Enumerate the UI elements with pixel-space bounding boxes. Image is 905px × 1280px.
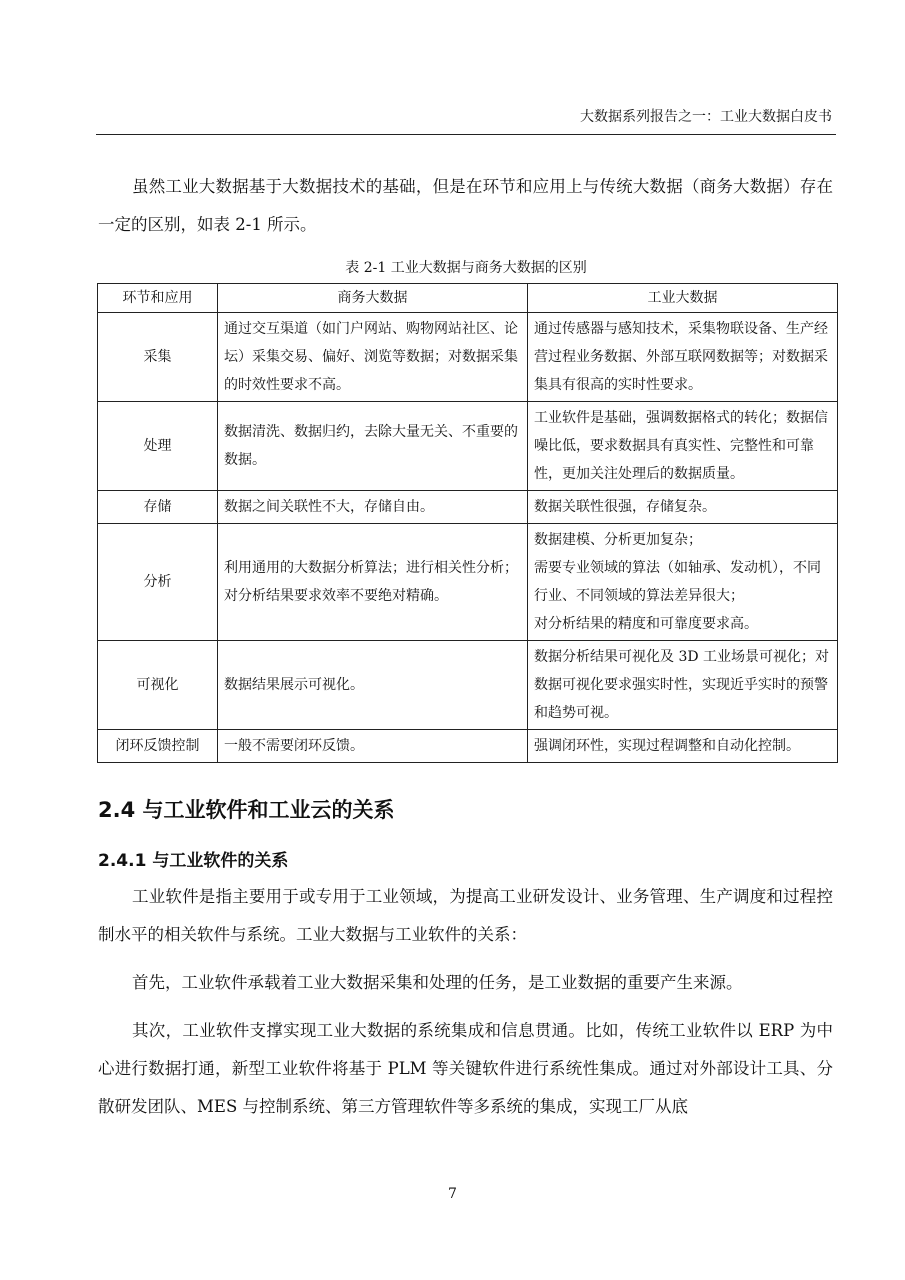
table-row [98, 641, 838, 730]
stage-cell: 处理 [98, 402, 218, 491]
table-row [98, 491, 838, 524]
business-cell: 数据之间关联性不大，存储自由。 [218, 491, 528, 524]
subsection-heading: 2.4.1 与工业软件的关系 [98, 851, 289, 871]
business-cell: 利用通用的大数据分析算法；进行相关性分析；对分析结果要求效率不要绝对精确。 [218, 524, 528, 641]
column-header: 商务大数据 [218, 284, 528, 313]
stage-cell: 存储 [98, 491, 218, 524]
industrial-cell: 数据分析结果可视化及 3D 工业场景可视化；对数据可视化要求强实时性，实现近乎实时的预警和趋势可视。 [528, 641, 838, 730]
header-title: 大数据系列报告之一：工业大数据白皮书 [580, 109, 832, 125]
table-caption: 表 2-1 工业大数据与商务大数据的区别 [345, 260, 587, 276]
column-header: 工业大数据 [528, 284, 838, 313]
comparison-table [97, 283, 838, 763]
table-row [98, 730, 838, 763]
section-heading: 2.4 与工业软件和工业云的关系 [98, 798, 395, 822]
table-row [98, 524, 838, 641]
table-header-row [98, 284, 838, 313]
table-row [98, 402, 838, 491]
industrial-cell: 数据建模、分析更加复杂； 需要专业领域的算法（如轴承、发动机），不同行业、不同领域的算法差异很大； 对分析结果的精度和可靠度要求高。 [528, 524, 838, 641]
body-paragraph: 首先，工业软件承载着工业大数据采集和处理的任务，是工业数据的重要产生来源。 [132, 973, 743, 992]
industrial-cell: 通过传感器与感知技术，采集物联设备、生产经营过程业务数据、外部互联网数据等；对数据采集具有很高的实时性要求。 [528, 313, 838, 402]
business-cell: 数据结果展示可视化。 [218, 641, 528, 730]
business-cell: 通过交互渠道（如门户网站、购物网站社区、论坛）采集交易、偏好、浏览等数据；对数据采集的时效性要求不高。 [218, 313, 528, 402]
stage-cell: 分析 [98, 524, 218, 641]
stage-cell: 采集 [98, 313, 218, 402]
industrial-cell: 数据关联性很强，存储复杂。 [528, 491, 838, 524]
industrial-cell: 工业软件是基础，强调数据格式的转化；数据信噪比低，要求数据具有真实性、完整性和可靠性，更加关注处理后的数据质量。 [528, 402, 838, 491]
stage-cell: 可视化 [98, 641, 218, 730]
industrial-cell: 强调闭环性，实现过程调整和自动化控制。 [528, 730, 838, 763]
stage-cell: 闭环反馈控制 [98, 730, 218, 763]
intro-paragraph: 虽然工业大数据基于大数据技术的基础，但是在环节和应用上与传统大数据（商务大数据）存在一定的区别，如表 2-1 所示。 [98, 177, 833, 234]
table-row [98, 313, 838, 402]
page-number: 7 [448, 1186, 457, 1202]
body-paragraph: 工业软件是指主要用于或专用于工业领域，为提高工业研发设计、业务管理、生产调度和过程控制水平的相关软件与系统。工业大数据与工业软件的关系： [98, 887, 833, 944]
body-paragraph: 其次，工业软件支撑实现工业大数据的系统集成和信息贯通。比如，传统工业软件以 ERP 为中心进行数据打通，新型工业软件将基于 PLM 等关键软件进行系统性集成。通过对外部设计工具、分散研发团队、MES 与控制系统、第三方管理软件等多系统的集成，实现工厂从底 [98, 1021, 833, 1116]
page-header [96, 100, 836, 135]
column-header: 环节和应用 [98, 284, 218, 313]
business-cell: 一般不需要闭环反馈。 [218, 730, 528, 763]
business-cell: 数据清洗、数据归约，去除大量无关、不重要的数据。 [218, 402, 528, 491]
